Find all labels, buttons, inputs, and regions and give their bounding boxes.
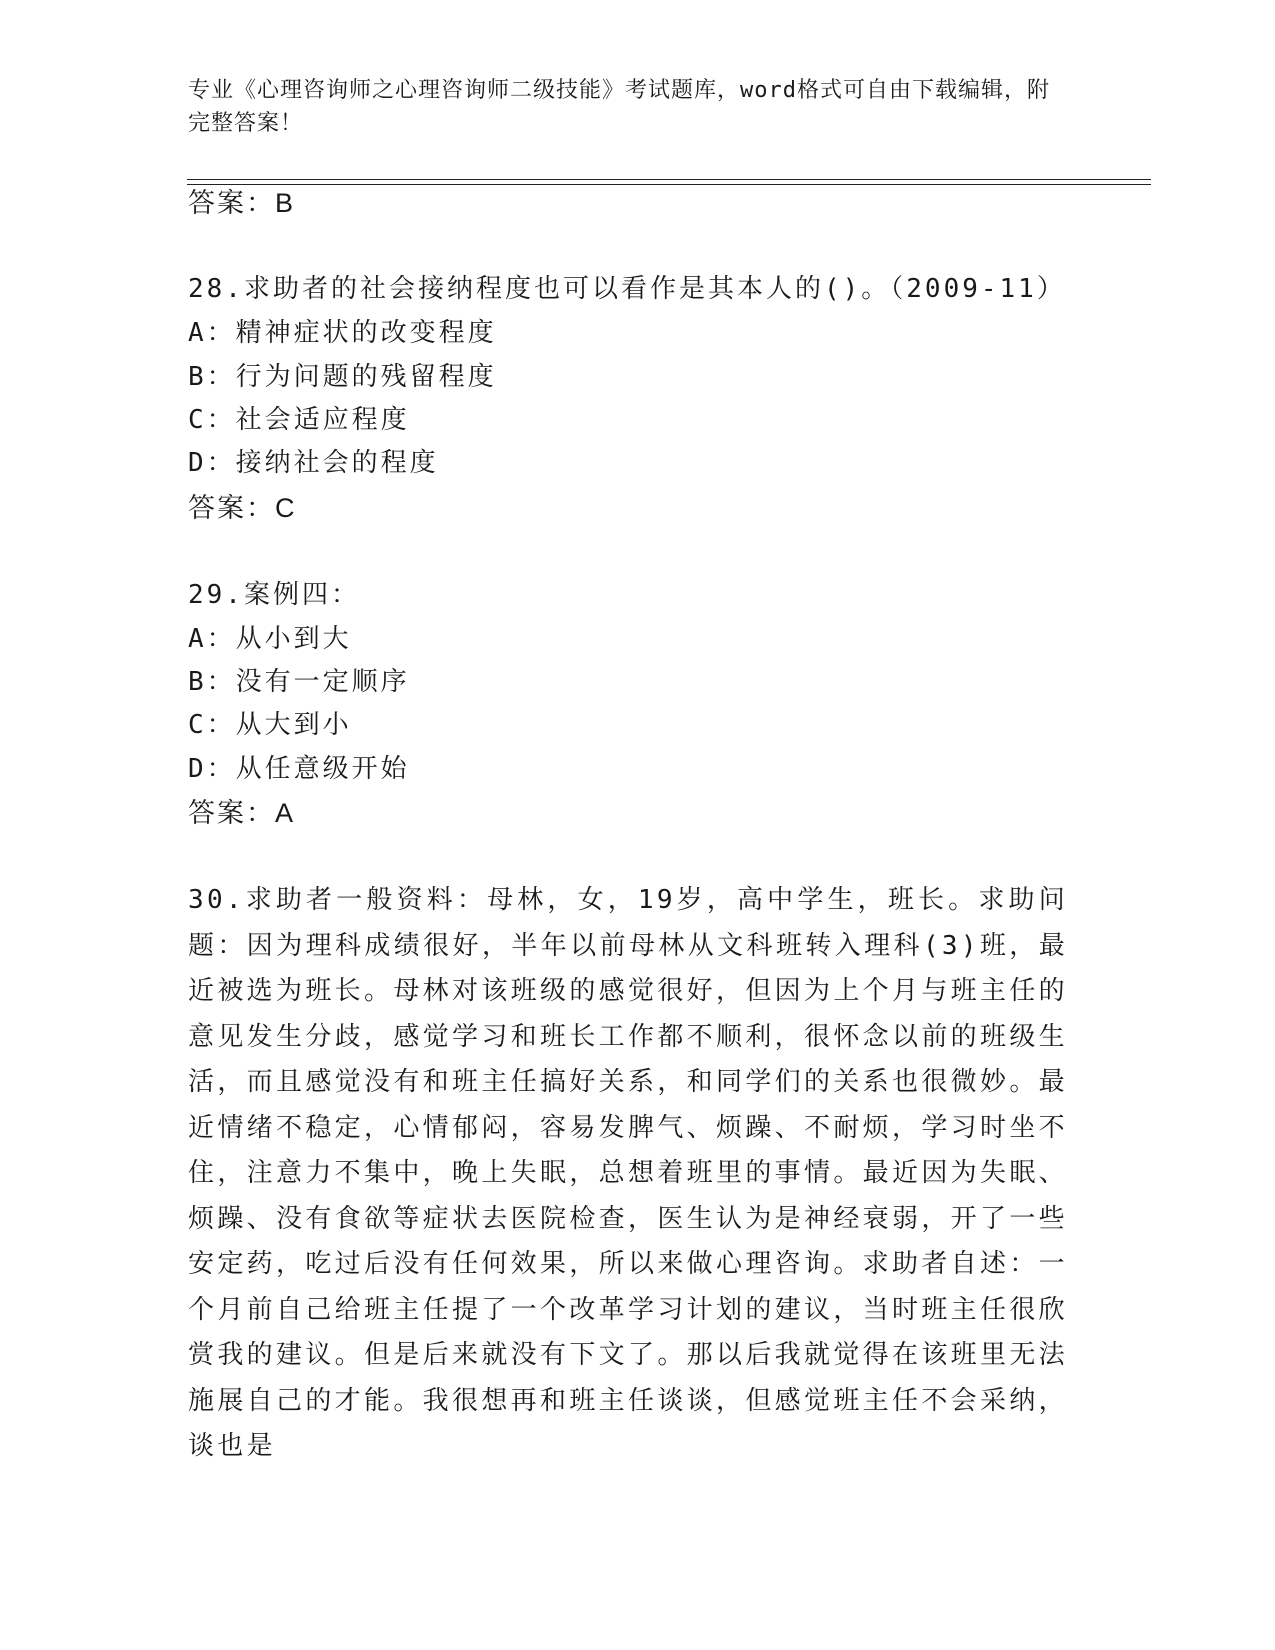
q29-option-c: C：从大到小: [188, 710, 352, 740]
answer-previous: 答案：B: [188, 188, 296, 218]
q29-option-a: A：从小到大: [188, 624, 352, 654]
header-rule-top: [187, 179, 1151, 180]
question-29: 29.案例四：: [188, 580, 360, 610]
q29-option-b: B：没有一定顺序: [188, 667, 410, 697]
q28-option-d: D：接纳社会的程度: [188, 448, 439, 478]
q28-option-b: B：行为问题的残留程度: [188, 362, 497, 392]
q28-option-a: A：精神症状的改变程度: [188, 318, 497, 348]
page-header: 专业《心理咨询师之心理咨询师二级技能》考试题库，word格式可自由下载编辑，附完整答案！: [188, 78, 1050, 136]
header-rule-bottom: [187, 184, 1151, 185]
q29-option-d: D：从任意级开始: [188, 754, 410, 784]
q28-option-c: C：社会适应程度: [188, 405, 410, 435]
q29-answer: 答案：A: [188, 798, 296, 828]
q28-answer: 答案：C: [188, 493, 297, 523]
question-30: 30.求助者一般资料：母林，女，19岁，高中学生，班长。求助问题：因为理科成绩很好，半年以前母林从文科班转入理科(3)班，最近被选为班长。母林对该班级的感觉很好，但因为上个月与班主任的意见发生分歧，感觉学习和班长工作都不顺利，很怀念以前的班级生活，而且感觉没有和班主任搞好关系，和同学们的关系也很微妙。最近情绪不稳定，心情郁闷，容易发脾气、烦躁、不耐烦，学习时坐不住，注意力不集中，晚上失眠，总想着班里的事情。最近因为失眠、烦躁、没有食欲等症状去医院检查，医生认为是神经衰弱，开了一些安定药，吃过后没有任何效果，所以来做心理咨询。求助者自述：一个月前自己给班主任提了一个改革学习计划的建议，当时班主任很欣赏我的建议。但是后来就没有下文了。那以后我就觉得在该班里无法施展自己的才能。我很想再和班主任谈谈，但感觉班主任不会采纳，谈也是: [188, 885, 1068, 1461]
question-28: 28.求助者的社会接纳程度也可以看作是其本人的()。（2009-11）: [188, 274, 1066, 304]
